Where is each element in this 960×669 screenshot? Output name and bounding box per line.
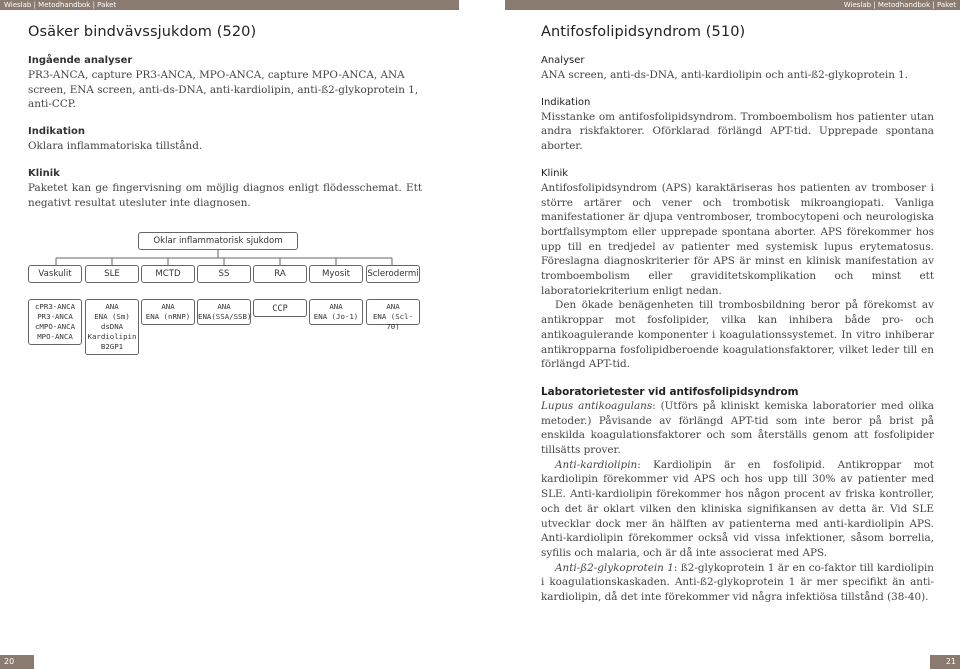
test-item: MPO-ANCA: [37, 332, 73, 341]
klinik-text-left: Paketet kan ge fingervisning om möjlig diagnos enligt flödesschemat. Ett negativt resultat utesluter inte diagnosen.: [28, 181, 422, 209]
klinik-section-left: [28, 167, 422, 210]
ingaende-heading: Ingående analyser: [28, 55, 133, 66]
analyser-section: [541, 54, 934, 83]
test-item: ENA(SSA/SSB): [198, 312, 252, 321]
category-sclerodermi: Sclerodermi: [366, 265, 420, 283]
test-item: PR3-ANCA: [37, 312, 73, 321]
test-item: ANA: [217, 302, 231, 311]
tests-vaskulit: [28, 299, 82, 345]
test-item: B2GP1: [100, 342, 124, 351]
klinik-heading-right: Klinik: [541, 167, 569, 179]
diagnosis-flowchart: [28, 232, 422, 382]
flowchart-root: Oklar inflammatorisk sjukdom: [138, 232, 298, 250]
indikation-section-right: [541, 96, 934, 154]
klinik-paragraph-2: Den ökade benägenheten till trombosbildning beror på förekomst av antikroppar mot fosfolipider, vilka kan inhibera både pro- och antikoagulerande komponenter i koagulationssystemet. In vitro inhiberar antikropparna fosfolipidberoende koagulationsfaktorer, vilket leder till en förlängd APT-tid.: [541, 299, 934, 371]
category-myosit: Myosit: [309, 265, 363, 283]
analyser-text: ANA screen, anti-ds-DNA, anti-kardiolipin och anti-ß2-glykoprotein 1.: [541, 69, 909, 81]
test-item: ENA (Scl-70): [372, 312, 414, 331]
test-item: ENA (nRNP): [145, 312, 191, 321]
kardiolipin-term: Anti-kardiolipin: [555, 458, 638, 471]
tests-sclerodermi: [366, 299, 420, 331]
category-vaskulit: Vaskulit: [28, 265, 82, 283]
test-item: ANA: [386, 302, 400, 311]
category-ra: RA: [253, 265, 307, 283]
b2gp1-text: : ß2-glykoprotein 1 är en co-faktor till kardiolipin i koagulationskaskaden. Anti-ß2-glykoprotein 1 är mer specifikt än anti-kardiolipin, då det inte förekommer vid några infektiösa tillstånd (38-40).: [541, 561, 934, 604]
klinik-paragraph-1: Antifosfolipidsyndrom (APS) karaktäriseras hos patienten av tromboser i större artärer och vener och trombotisk mikroangiopati. Vanliga manifestationer är djupa ventromboser, trombocytopeni och neurologiska bortfallsymptom eller upprepade spontana aborter. APS förekommer hos upp till en tredjedel av patienter med systemisk lupus erytematosus. Föreslagna diagnoskriterier för APS är minst en klinisk manifestation av tromboembolism eller graviditetskomplikation och minst ett laboratoriekriterium enligt nedan.: [541, 181, 934, 297]
test-item: cPR3-ANCA: [34, 302, 76, 311]
indikation-heading-left: Indikation: [28, 126, 86, 138]
lab-paragraph-kardiolipin: [541, 458, 934, 561]
ingaende-text: PR3-ANCA, capture PR3-ANCA, MPO-ANCA, capture MPO-ANCA, ANA screen, ENA screen, anti-ds-DNA, anti-kardiolipin, anti-ß2-glykoprotein 1, anti-CCP.: [28, 69, 419, 111]
lab-heading: Laboratorietester vid antifosfolipidsyndrom: [541, 385, 799, 398]
page-number-left: 20: [0, 655, 34, 669]
lab-section: [541, 385, 934, 605]
ingaende-section: [28, 54, 422, 112]
klinik-heading-left: Klinik: [28, 167, 60, 179]
page-number-right: 21: [930, 655, 960, 669]
category-sle: SLE: [85, 265, 139, 283]
indikation-section-left: [28, 125, 422, 154]
test-item: ENA (Jo-1): [313, 312, 359, 321]
lab-paragraph-b2gp1: [541, 561, 934, 605]
tests-mctd: [141, 299, 195, 325]
left-page-title: Osäker bindvävssjukdom (520): [28, 24, 257, 40]
tests-myosit: [309, 299, 363, 325]
tests-ra: [253, 299, 307, 317]
right-page: [541, 24, 934, 605]
running-header-left: Wieslab | Metodhandbok | Paket: [0, 0, 459, 10]
test-item: ANA: [105, 302, 119, 311]
lupus-term: Lupus antikoagulans: [541, 399, 653, 412]
indikation-text-left: Oklara inflammatoriska tillstånd.: [28, 140, 203, 153]
indikation-heading-right: Indikation: [541, 96, 591, 108]
test-item: dsDNA: [100, 322, 124, 331]
running-header-right: Wieslab | Metodhandbok | Paket: [505, 0, 960, 10]
test-item: ANA: [161, 302, 175, 311]
kardiolipin-text: : Kardiolipin är en fosfolipid. Antikroppar mot kardiolipin förekommer vid APS och hos upp till 30% av patienter med SLE. Anti-kardiolipin förekommer hos någon procent av friska kontroller, och det är oklart vilken den kliniska signifikansen av detta är. Vid SLE utvecklar dock mer än hälften av patienterna med anti-kardiolipin APS. Anti-kardiolipin förekommer också vid vissa infektioner, såsom borrelia, syfilis och malaria, och är då inte associerat med APS.: [541, 458, 934, 559]
test-item: Kardiolipin: [87, 332, 137, 341]
test-item: ANA: [329, 302, 343, 311]
category-ss: SS: [197, 265, 251, 283]
klinik-section-right: [541, 167, 934, 372]
category-mctd: MCTD: [141, 265, 195, 283]
test-item: CCP: [272, 304, 288, 314]
b2gp1-term: Anti-ß2-glykoprotein 1: [555, 561, 674, 574]
left-page: [28, 24, 422, 223]
lab-paragraph-lupus: [541, 399, 934, 458]
test-item: ENA (Sm): [94, 312, 130, 321]
tests-ss: [197, 299, 251, 325]
lupus-text: : (Utförs på kliniskt kemiska laboratorier med olika metoder.) Påvisande av förlängd APT-tid som inte beror på brist på enskilda koagulationsfaktorer och som återställs genom att fosfolipider tillsätts prover.: [541, 399, 934, 457]
indikation-text-right: Misstanke om antifosfolipidsyndrom. Tromboembolism hos patienter utan andra riskfaktorer. Oförklarad förlängd APT-tid. Upprepade spontana aborter.: [541, 110, 934, 153]
test-item: cMPO-ANCA: [34, 322, 76, 331]
analyser-heading: Analyser: [541, 55, 585, 66]
tests-sle: [85, 299, 139, 355]
right-page-title: Antifosfolipidsyndrom (510): [541, 24, 746, 40]
